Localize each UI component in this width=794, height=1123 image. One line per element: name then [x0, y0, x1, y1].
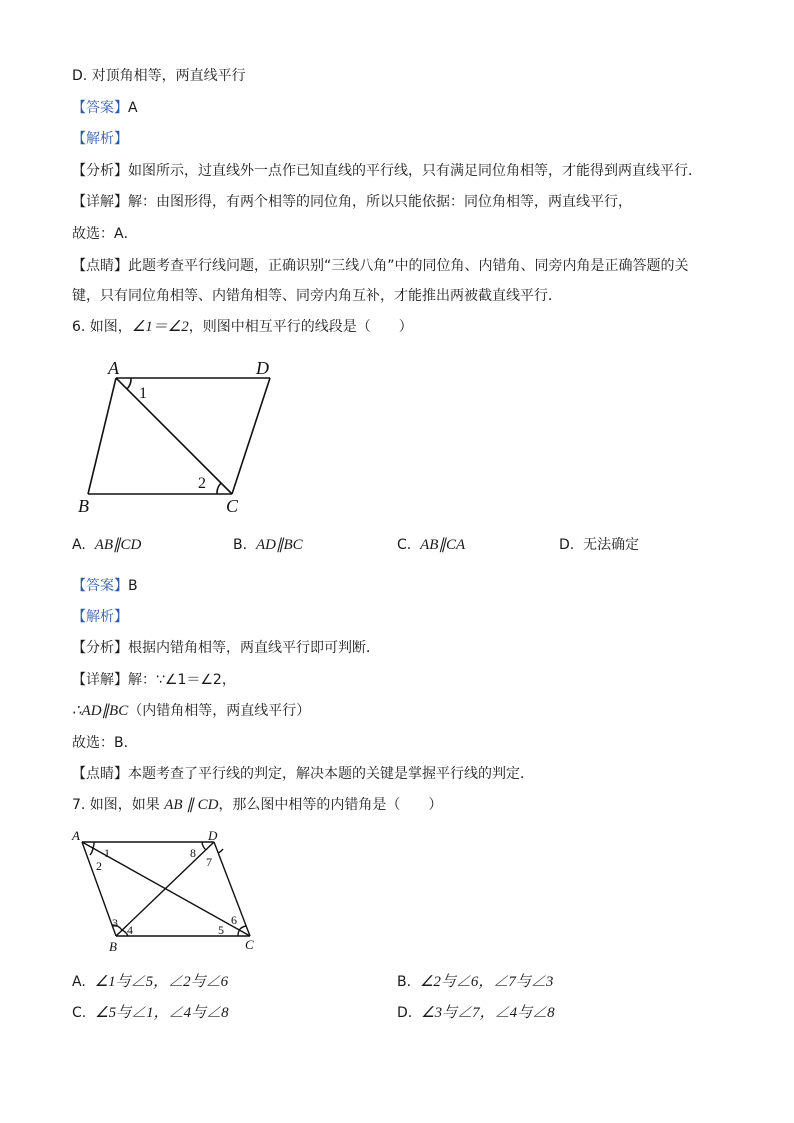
figure-q7 — [66, 826, 266, 956]
fig7-angle-3: 3 — [112, 916, 118, 930]
detail-prev: 【详解】解：由图形得，有两个相等的同位角，所以只能依据：同位角相等，两直线平行， — [72, 194, 632, 210]
q7-option-b: B. ∠2与∠6，∠7与∠3 — [397, 974, 554, 990]
fig6-label-b: B — [78, 496, 89, 516]
q6-option-a: A. AB∥CD — [72, 537, 142, 553]
question-7: 7. 如图，如果 AB ∥ CD，那么图中相等的内错角是（ ） — [72, 797, 443, 813]
fig7-angle-2: 2 — [96, 859, 102, 873]
choice-6: 故选：B． — [72, 735, 138, 751]
analysis-heading-6: 【解析】 — [72, 609, 128, 625]
question-6: 6. 如图，∠1＝∠2，则图中相互平行的线段是（ ） — [72, 319, 413, 335]
fig7-label-d: D — [208, 828, 218, 843]
comment-6: 【点睛】本题考查了平行线的判定，解决本题的关键是掌握平行线的判定． — [72, 766, 534, 782]
q7-option-c: C. ∠5与∠1，∠4与∠8 — [72, 1005, 229, 1021]
q7-option-a: A. ∠1与∠5，∠2与∠6 — [72, 974, 229, 990]
figure-q6 — [70, 355, 290, 520]
fig7-angle-8: 8 — [190, 846, 196, 860]
analysis-6: 【分析】根据内错角相等，两直线平行即可判断． — [72, 640, 380, 656]
answer-6: 【答案】B — [72, 578, 138, 594]
answer-prev: 【答案】A — [72, 100, 138, 116]
fig7-label-b: B — [109, 939, 117, 954]
fig6-label-d: D — [256, 358, 269, 378]
fig7-angle-6: 6 — [231, 913, 237, 927]
fig7-angle-5: 5 — [218, 923, 224, 937]
detail-6-conclusion: ∴AD∥BC（内错角相等，两直线平行） — [72, 703, 311, 719]
fig6-angle-2: 2 — [198, 475, 206, 492]
q6-option-d: D. 无法确定 — [559, 537, 640, 553]
analysis-prev: 【分析】如图所示，过直线外一点作已知直线的平行线，只有满足同位角相等，才能得到两直线平行． — [72, 163, 702, 179]
detail-6: 【详解】解：∵∠1＝∠2， — [72, 672, 236, 688]
fig7-label-a: A — [72, 828, 80, 843]
fig6-angle-1: 1 — [139, 385, 147, 402]
choice-prev: 故选：A． — [72, 226, 138, 242]
fig7-label-c: C — [245, 937, 254, 952]
fig7-angle-4: 4 — [127, 923, 133, 937]
comment-prev-cont: 键，只有同位角相等、内错角相等、同旁内角互补，才能推出两被截直线平行． — [72, 288, 562, 304]
analysis-heading-prev: 【解析】 — [72, 131, 128, 147]
q6-option-c: C. AB∥CA — [397, 537, 466, 553]
fig6-label-a: A — [108, 358, 119, 378]
comment-prev: 【点睛】此题考查平行线问题，正确识别“三线八角”中的同位角、内错角、同旁内角是正确答题的关 — [72, 258, 689, 274]
fig7-angle-7: 7 — [206, 855, 212, 869]
q7-option-d: D. ∠3与∠7，∠4与∠8 — [397, 1005, 555, 1021]
fig6-label-c: C — [226, 496, 239, 516]
option-d-prev: D. 对顶角相等，两直线平行 — [72, 68, 246, 84]
q6-option-b: B. AD∥BC — [233, 537, 303, 553]
fig7-angle-1: 1 — [104, 846, 110, 860]
